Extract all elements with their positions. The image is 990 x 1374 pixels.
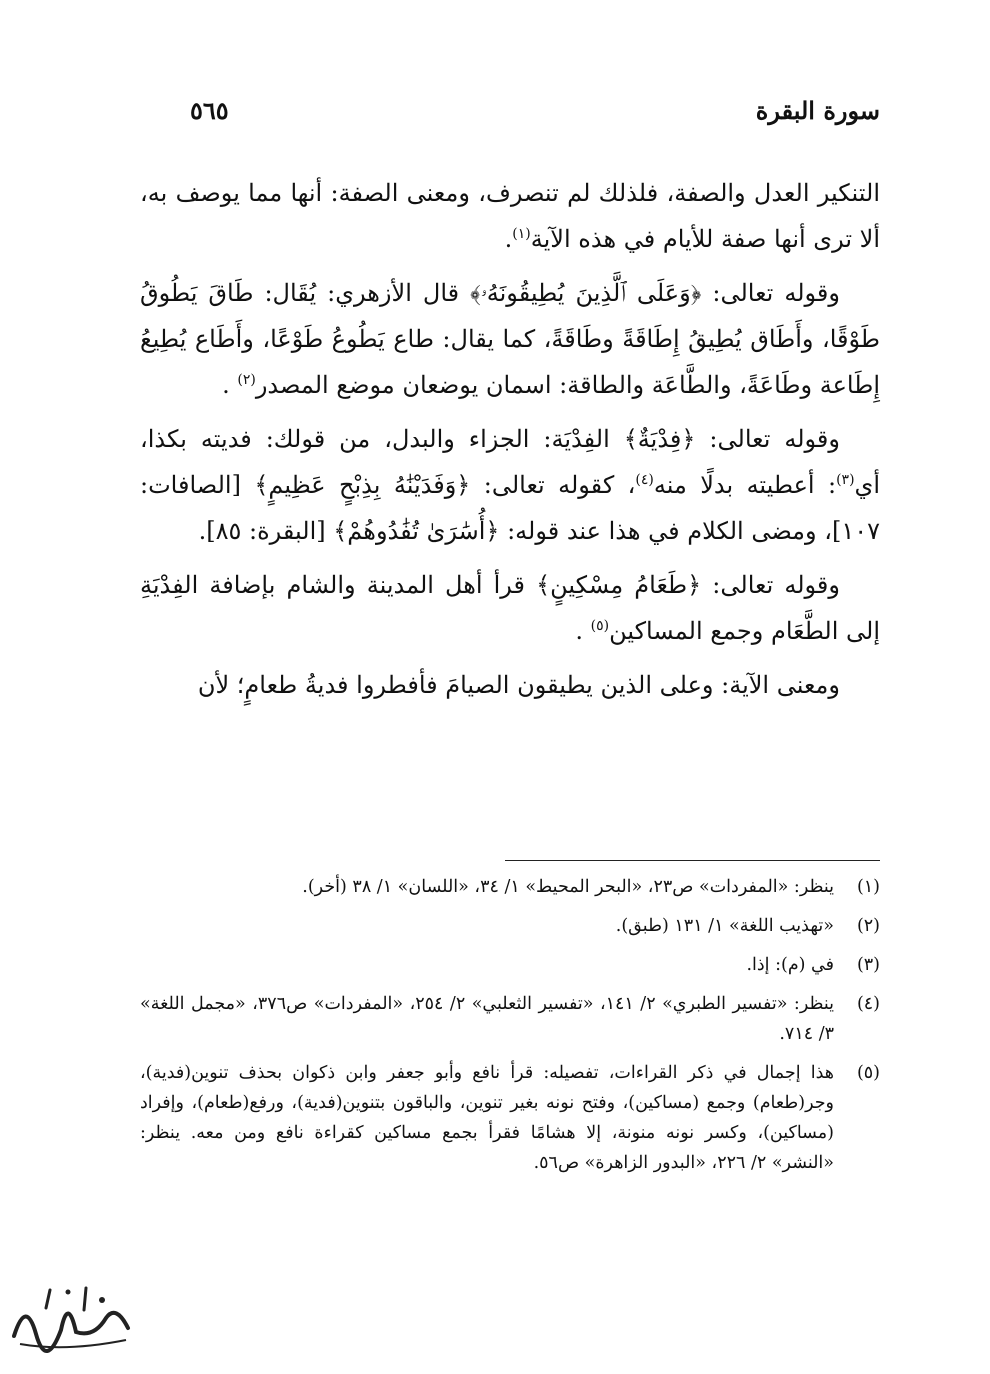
paragraph-4: وقوله تعالى: ﴿طَعَامُ مِسْكِينٍ﴾ قرأ أهل المدينة والشام بإضافة الفِدْيَةِ إلى الطَّعَام وجمع المساكين$^{(٥)}$ . <box>140 571 880 645</box>
footnote-text: ينظر: «تفسير الطبري» ٢/ ١٤١، «تفسير الثعلبي» ٢/ ٢٥٤، «المفردات» ص٣٧٦، «مجمل اللغة» ٣/ ٧١٤. <box>140 994 834 1044</box>
footnote-ref-1[interactable]: (١) <box>512 226 531 242</box>
footnote-item <box>140 911 880 941</box>
footnote-ref-4[interactable]: (٤) <box>635 472 654 488</box>
footnote-number: (٢) <box>856 916 880 936</box>
footnote-item <box>140 989 880 1049</box>
footnote-number: (٣) <box>856 955 880 975</box>
surah-title: سورة البقرة <box>755 96 880 125</box>
paragraph-5: ومعنى الآية: وعلى الذين يطيقون الصيامَ فأفطروا فديةُ طعامٍ؛ لأن <box>197 671 840 699</box>
publisher-logo <box>6 1278 136 1358</box>
footnotes <box>140 872 880 1187</box>
page-number: ٥٦٥ <box>190 96 229 125</box>
footnote-text: ينظر: «المفردات» ص٢٣، «البحر المحيط» ١/ ٣٤، «اللسان» ١/ ٣٨ (أخر). <box>302 877 834 897</box>
paragraph-2: وقوله تعالى: ﴿وَعَلَى ٱلَّذِينَ يُطِيقُونَهُۥ﴾ قال الأزهري: يُقَال: طَاقَ يَطُوقُ طَوْقًا، وأَطَاق يُطِيقُ إِطَاقَةً وطَاقَةً، كما يقال: طاع يَطُوعُ طَوْعًا، وأَطَاع يُطِيعُ إِطَاعة وطَاعَةً، والطَّاعَة والطاقة: اسمان يوضعان موضع المصدر$^{(٢)}$ . <box>140 279 880 399</box>
page-header <box>190 96 880 136</box>
footnote-text: في (م): إذا. <box>746 955 834 975</box>
footnote-text: هذا إجمال في ذكر القراءات، تفصيله: قرأ نافع وأبو جعفر وابن ذكوان بحذف تنوين(فدية)، وجر(طعام) وجمع (مساكين)، وفتح نونه بغير تنوين، والباقون بتنوين(فدية)، ورفع(طعام)، وإفراد (مساكين)، وكسر نونه منونة، إلا هشامًا فقرأ بجمع مساكين كقراءة نافع ومن معه. ينظر: «النشر» ٢/ ٢٢٦، «البدور الزاهرة» ص٥٦. <box>140 1063 834 1173</box>
footnote-ref-3[interactable]: (٣) <box>836 472 855 488</box>
paragraph-3: وقوله تعالى: ﴿فِدْيَةٌ﴾ الفِدْيَة: الجزاء والبدل، من قولك: فديته بكذا، أي$^{(٣)}$: أعطيته بدلًا منه$^{(٤)}$، كقوله تعالى: ﴿وَفَدَيْنَٰهُ بِذِبْحٍ عَظِيمٍ﴾ [الصافات: ١٠٧]، ومضى الكلام في هذا عند قوله: ﴿أُسَٰرَىٰ تُفَٰدُوهُمْ﴾ [البقرة: ٨٥]. <box>140 425 880 545</box>
footnote-item <box>140 1058 880 1178</box>
footnote-separator <box>505 860 880 861</box>
paragraph-1: التنكير العدل والصفة، فلذلك لم تنصرف، ومعنى الصفة: أنها مما يوصف به، ألا ترى أنها صفة للأيام في هذه الآية$^{(١)}$. <box>140 179 880 253</box>
footnote-number: (١) <box>856 877 880 897</box>
footnote-item <box>140 872 880 902</box>
footnote-ref-2[interactable]: (٢) <box>237 372 256 388</box>
footnote-number: (٥) <box>856 1063 880 1083</box>
footnote-ref-5[interactable]: (٥) <box>590 618 610 634</box>
footnote-number: (٤) <box>856 994 880 1014</box>
footnote-text: «تهذيب اللغة» ١/ ١٣١ (طبق). <box>615 916 834 936</box>
main-text <box>140 170 880 716</box>
footnote-item <box>140 950 880 980</box>
